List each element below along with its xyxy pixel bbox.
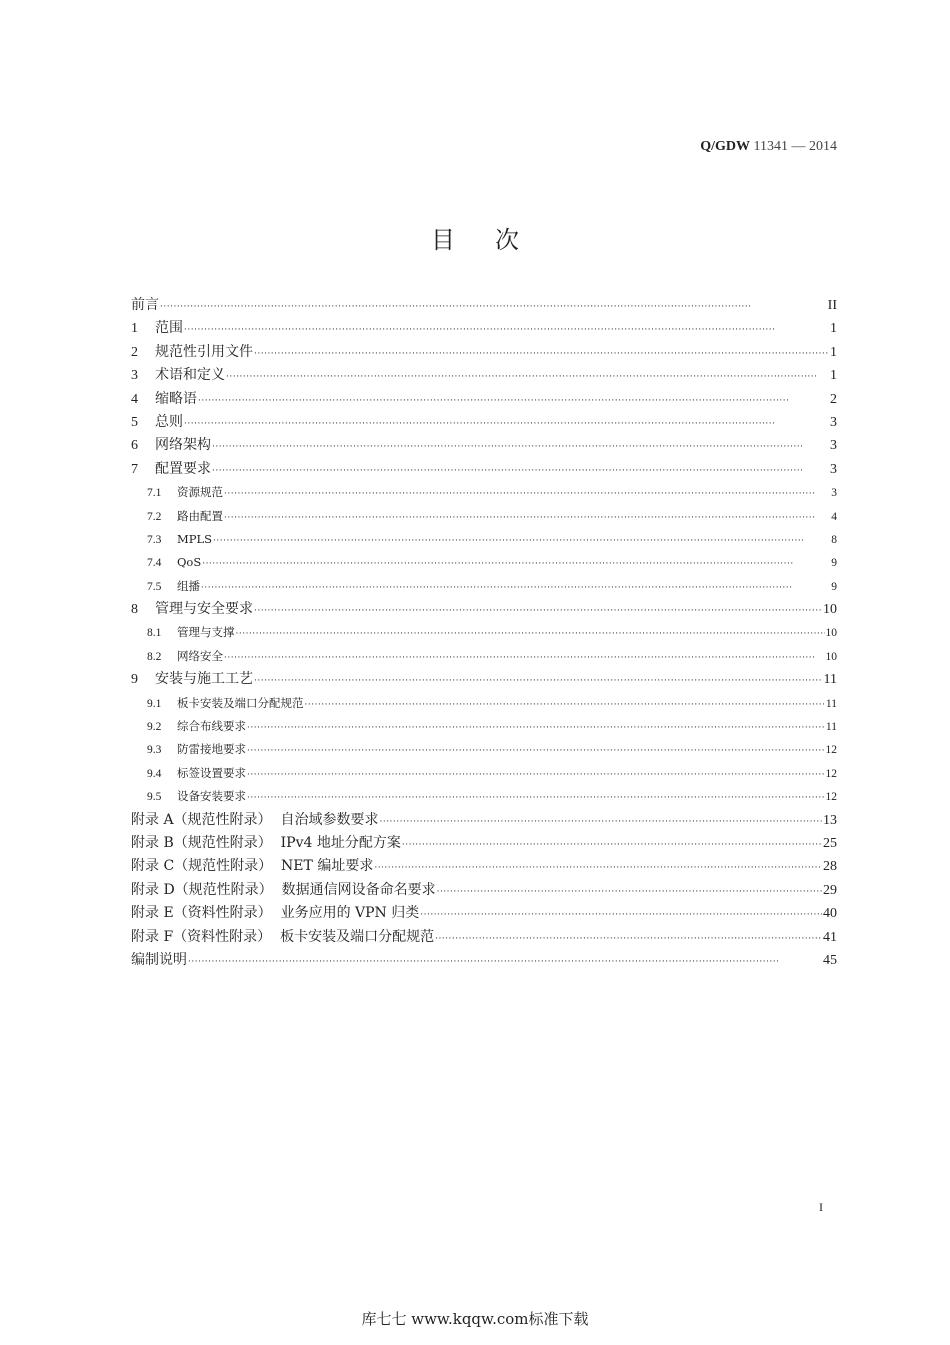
toc-leader-dots (247, 771, 825, 780)
toc-entry-number: 9.2 (147, 721, 162, 734)
toc-entry-number: 1 (131, 321, 138, 337)
toc-entry-page: 3 (831, 487, 837, 500)
toc-entry-label: 资源规范 (177, 485, 223, 500)
toc-entry-label: 附录 C（规范性附录） NET 编址要求 (131, 858, 374, 875)
toc-entry-page: 25 (823, 835, 837, 851)
toc-entry-number: 3 (131, 368, 138, 384)
toc-entry-label: 管理与支撑 (177, 625, 235, 640)
toc-entry[interactable] (131, 341, 837, 364)
toc-entry[interactable] (131, 551, 837, 574)
toc-entry-number: 8 (131, 602, 138, 618)
toc-entry[interactable] (131, 902, 837, 925)
toc-entry[interactable] (131, 715, 837, 738)
toc-leader-dots (437, 888, 822, 897)
toc-entry-page: 10 (823, 602, 837, 618)
toc-entry[interactable] (131, 317, 837, 340)
toc-entry[interactable] (131, 364, 837, 387)
toc-leader-dots (254, 607, 822, 616)
toc-entry[interactable] (131, 949, 837, 972)
toc-entry-page: 11 (825, 721, 837, 734)
toc-entry[interactable] (131, 762, 837, 785)
page-title (0, 220, 950, 255)
toc-entry-page: 9 (831, 580, 837, 593)
toc-leader-dots (226, 373, 829, 382)
toc-entry-page: 1 (830, 344, 837, 360)
standard-code (700, 139, 837, 155)
toc-entry[interactable] (131, 458, 837, 481)
toc-entry-page: 40 (823, 906, 837, 922)
toc-entry[interactable] (131, 481, 837, 504)
toc-leader-dots (224, 514, 830, 523)
toc-entry-page: 12 (825, 767, 837, 780)
page-title-part1: 目 (431, 226, 455, 254)
toc-entry-label: 前言 (131, 297, 159, 313)
toc-entry-number: 7 (131, 461, 138, 477)
toc-entry[interactable] (131, 645, 837, 668)
toc-entry[interactable] (131, 598, 837, 621)
toc-entry-label: 管理与安全要求 (155, 601, 253, 618)
toc-entry-label: 板卡安装及端口分配规范 (177, 695, 304, 710)
toc-entry-label: 规范性引用文件 (155, 343, 253, 360)
toc-entry-page: 28 (823, 859, 837, 875)
toc-entry-number: 8.2 (147, 650, 162, 663)
toc-leader-dots (213, 537, 830, 546)
toc-entry-label: MPLS (177, 531, 213, 546)
toc-entry-page: 12 (825, 744, 837, 757)
toc-leader-dots (198, 397, 829, 406)
toc-entry-page: 29 (823, 882, 837, 898)
toc-leader-dots (236, 630, 825, 639)
toc-entry-number: 9.3 (147, 744, 162, 757)
toc-leader-dots (254, 677, 823, 686)
toc-entry-label: 组播 (177, 578, 200, 593)
toc-entry-page: 3 (830, 438, 837, 454)
toc-entry-page: 9 (831, 557, 837, 570)
toc-leader-dots (201, 584, 830, 593)
toc-entry-number: 5 (131, 414, 138, 430)
toc-leader-dots (224, 654, 825, 663)
toc-entry-number: 8.1 (147, 627, 162, 640)
toc-leader-dots (420, 911, 822, 920)
toc-entry-label: 网络架构 (155, 437, 211, 454)
toc-entry-page: 10 (825, 627, 837, 640)
toc-entry-label: 范围 (155, 320, 183, 337)
toc-leader-dots (212, 443, 829, 452)
toc-entry-label: 防雷接地要求 (177, 742, 246, 757)
toc-entry-label: 编制说明 (131, 951, 187, 968)
toc-entry-page: 11 (823, 672, 837, 688)
toc-leader-dots (184, 326, 829, 335)
toc-entry-number: 9.5 (147, 791, 162, 804)
standard-code-prefix: Q/GDW (700, 139, 751, 154)
toc-entry-number: 2 (131, 344, 138, 360)
toc-entry[interactable] (131, 692, 837, 715)
toc-entry-number: 7.4 (147, 557, 162, 570)
toc-entry-page: 41 (823, 929, 837, 945)
toc-entry[interactable] (131, 668, 837, 691)
toc-entry[interactable] (131, 832, 837, 855)
toc-entry-number: 7.5 (147, 580, 162, 593)
toc-leader-dots (160, 303, 827, 312)
toc-entry-number: 9 (131, 672, 138, 688)
toc-entry-label: 标签设置要求 (177, 765, 246, 780)
toc-entry-label: 路由配置 (177, 508, 223, 523)
toc-entry-label: 附录 A（规范性附录） 自治域参数要求 (131, 811, 379, 828)
toc-entry-number: 7.2 (147, 510, 162, 523)
toc-entry-label: 配置要求 (155, 460, 211, 477)
toc-leader-dots (247, 724, 825, 733)
toc-entry-label: 缩略语 (155, 390, 197, 407)
toc-entry[interactable] (131, 879, 837, 902)
toc-entry-page: 1 (830, 321, 837, 337)
page-number: I (819, 1200, 823, 1214)
toc-entry-label: 设备安装要求 (177, 789, 246, 804)
toc-entry-label: 术语和定义 (155, 367, 225, 384)
toc-entry-number: 4 (131, 391, 138, 407)
toc-leader-dots (184, 420, 829, 429)
footer-watermark: 库七七 www.kqqw.com标准下载 (361, 1310, 589, 1328)
toc-entry-label: 附录 E（资料性附录） 业务应用的 VPN 归类 (131, 905, 420, 922)
toc-entry-page: 1 (830, 368, 837, 384)
toc-entry[interactable] (131, 434, 837, 457)
toc-entry-page: 3 (830, 414, 837, 430)
toc-entry-number: 7.1 (147, 487, 162, 500)
toc-entry-page: 10 (825, 650, 837, 663)
toc-entry[interactable] (131, 294, 837, 317)
toc-entry-number: 9.1 (147, 697, 162, 710)
toc-entry-page: 13 (823, 812, 837, 828)
toc-entry[interactable] (131, 738, 837, 761)
toc-entry-label: 附录 D（规范性附录） 数据通信网设备命名要求 (131, 881, 436, 898)
toc-leader-dots (212, 467, 829, 476)
standard-code-number: 11341 — 2014 (753, 139, 837, 154)
toc-entry[interactable] (131, 855, 837, 878)
toc-entry[interactable] (131, 388, 837, 411)
toc-entry[interactable] (131, 809, 837, 832)
toc-entry-page: 3 (830, 461, 837, 477)
toc-entry-label: 安装与施工工艺 (155, 671, 253, 688)
toc-leader-dots (254, 350, 829, 359)
toc-entry-label: 总则 (155, 413, 183, 430)
toc-entry[interactable] (131, 785, 837, 808)
toc-entry-number: 6 (131, 438, 138, 454)
toc-entry-page: 12 (825, 791, 837, 804)
toc-entry[interactable] (131, 411, 837, 434)
toc-entry[interactable] (131, 621, 837, 644)
toc-entry-page: 4 (831, 510, 837, 523)
toc-entry-label: QoS (177, 555, 202, 570)
toc-entry-number: 7.3 (147, 533, 162, 546)
toc-leader-dots (374, 864, 822, 873)
toc-entry[interactable] (131, 505, 837, 528)
toc-entry-label: 附录 B（规范性附录） IPv4 地址分配方案 (131, 834, 401, 851)
toc-leader-dots (402, 841, 822, 850)
toc-leader-dots (247, 794, 825, 803)
toc-entry-page: II (827, 298, 837, 313)
toc-entry[interactable] (131, 528, 837, 551)
toc-entry-label: 网络安全 (177, 648, 223, 663)
toc-leader-dots (305, 701, 825, 710)
toc-entry-page: 45 (823, 952, 837, 968)
toc-leader-dots (379, 818, 822, 827)
toc-entry-page: 8 (831, 533, 837, 546)
toc-leader-dots (247, 747, 825, 756)
toc-leader-dots (188, 958, 822, 967)
page-title-part2: 次 (495, 226, 519, 254)
toc-entry-number: 9.4 (147, 767, 162, 780)
toc-entry-page: 2 (830, 391, 837, 407)
toc-entry-label: 附录 F（资料性附录） 板卡安装及端口分配规范 (131, 928, 435, 945)
toc-leader-dots (202, 560, 830, 569)
toc-leader-dots (435, 935, 822, 944)
toc-entry-label: 综合布线要求 (177, 719, 246, 734)
toc-entry[interactable] (131, 926, 837, 949)
toc-entry-page: 11 (825, 697, 837, 710)
toc-leader-dots (224, 490, 830, 499)
toc-entry[interactable] (131, 575, 837, 598)
table-of-contents (131, 294, 837, 972)
